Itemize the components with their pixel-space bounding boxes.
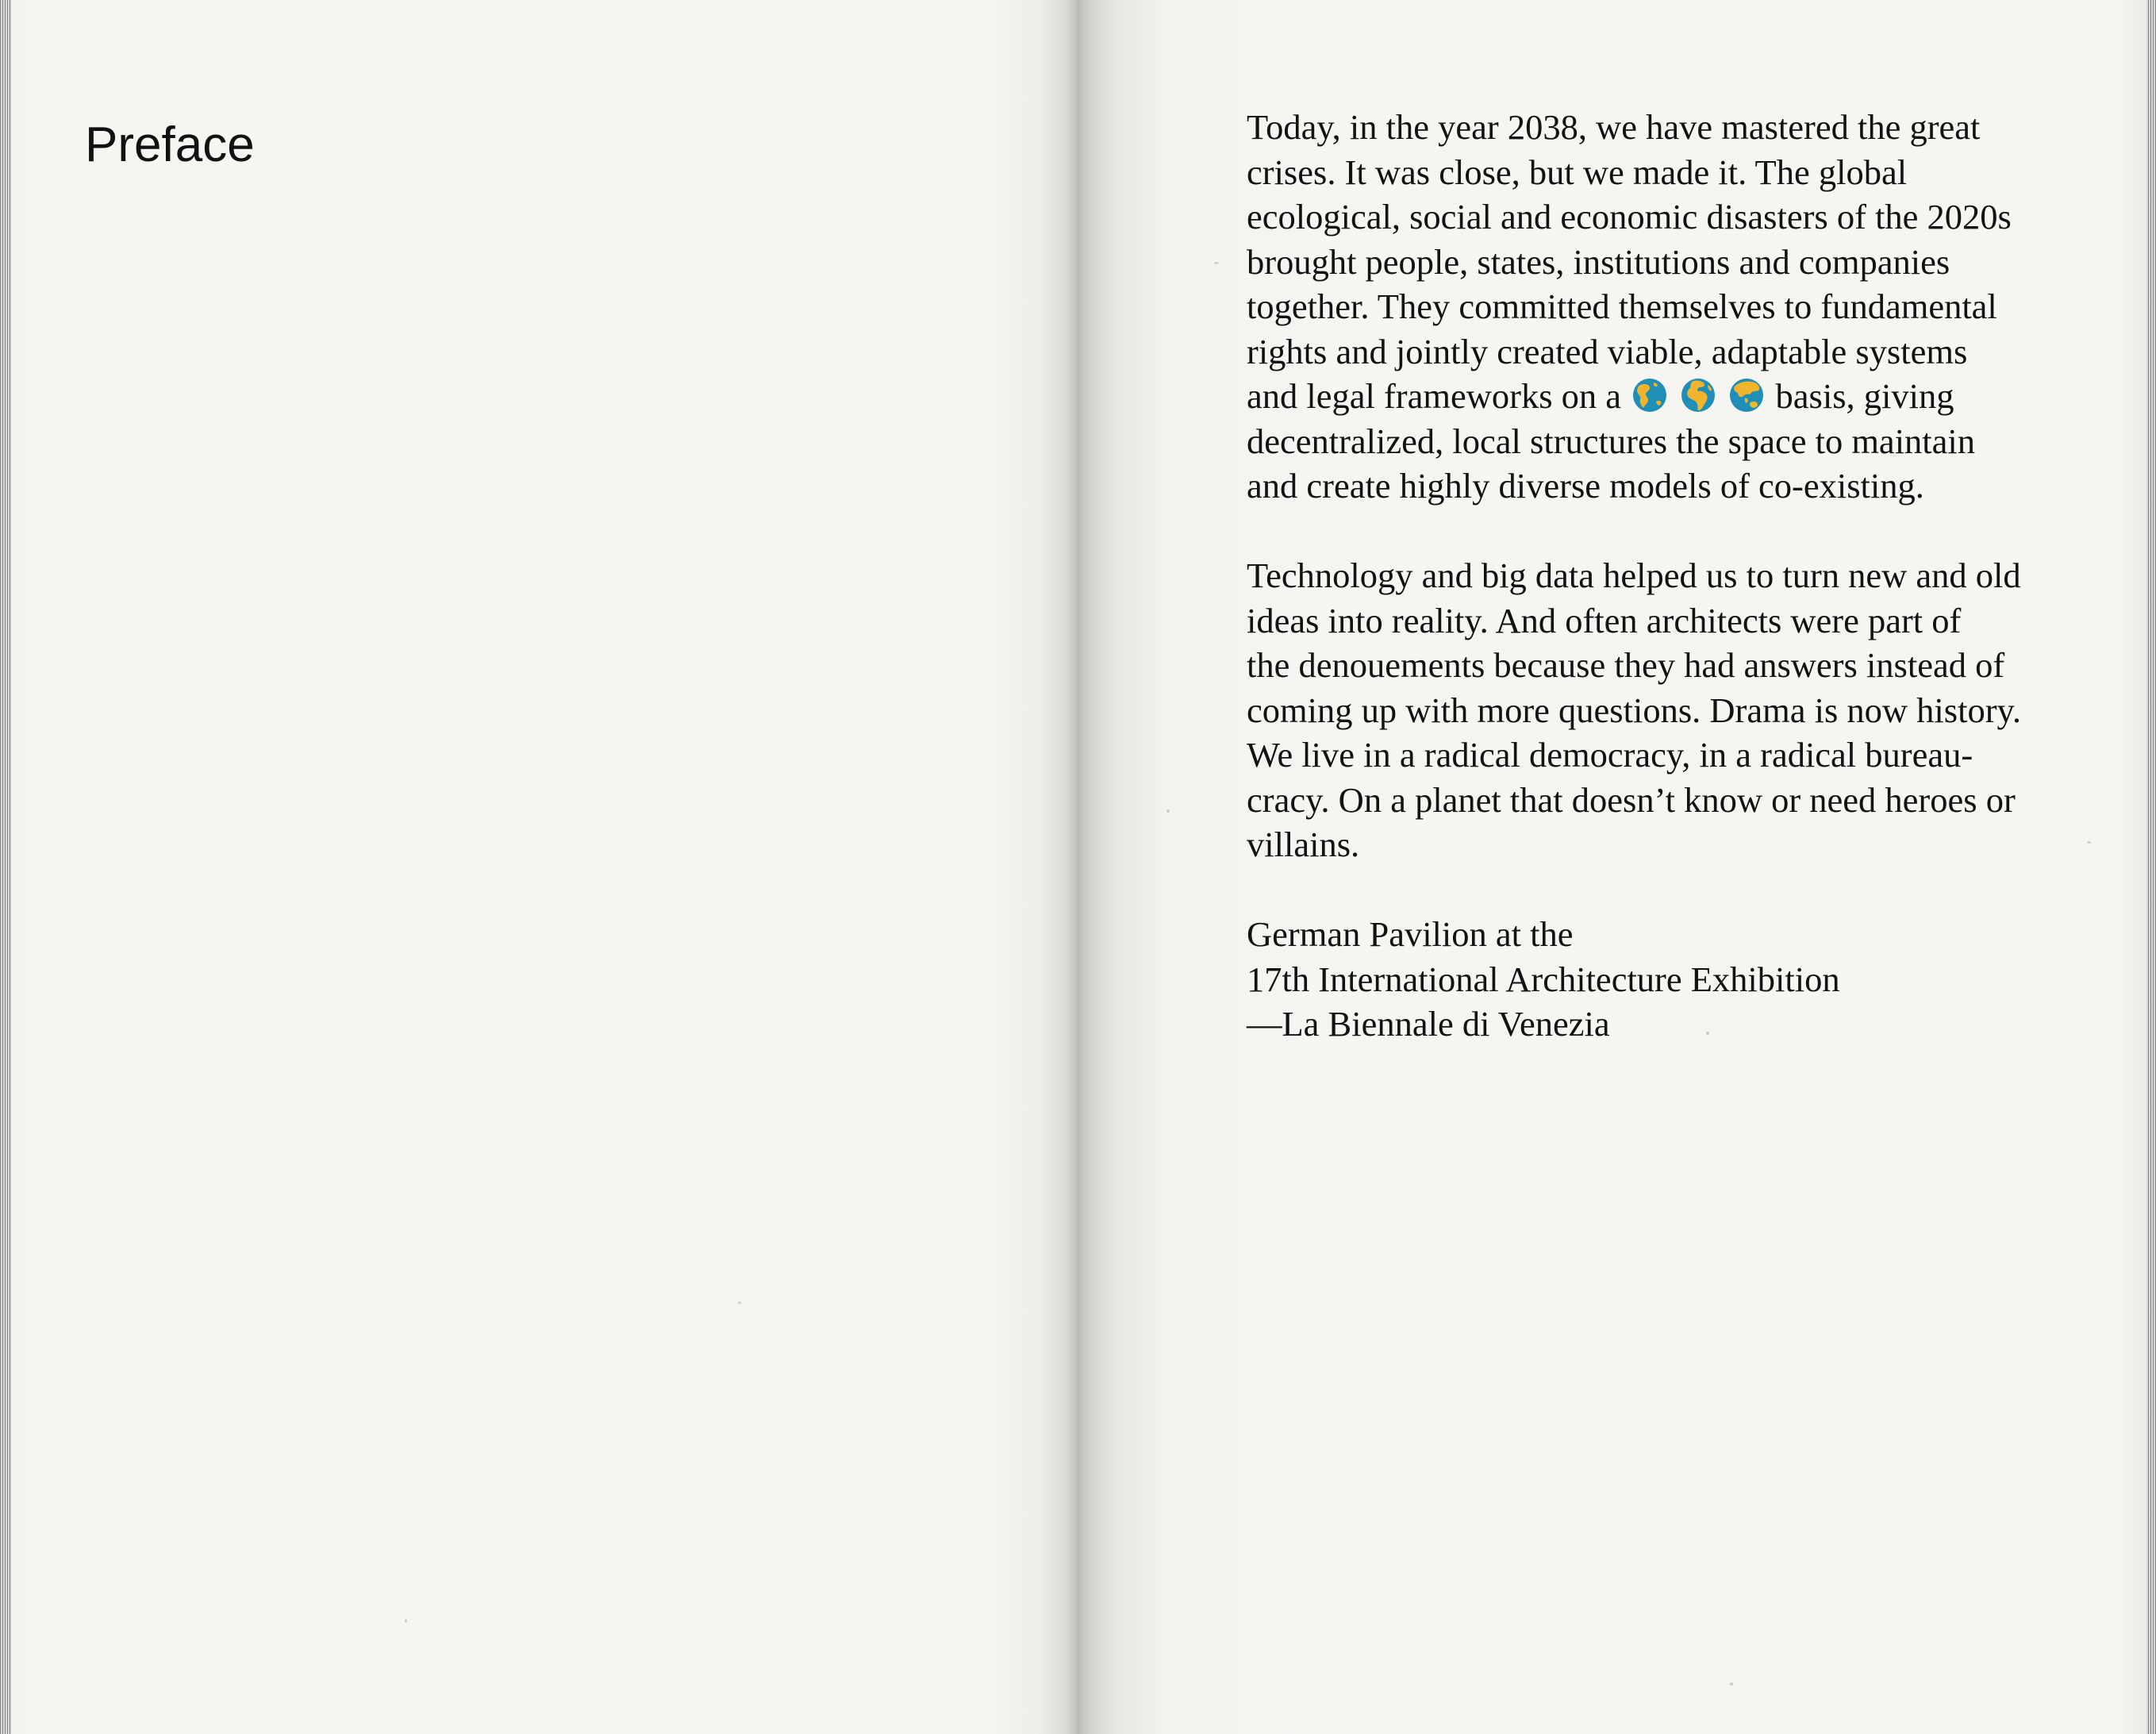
- globe-europe-africa-icon: [1681, 378, 1716, 413]
- paragraph-1: [1247, 105, 2088, 509]
- left-page-edge: [0, 0, 11, 1734]
- p1-line-4: brought people, states, institutions and companies: [1247, 241, 1950, 282]
- p2-line-3: the denouements because they had answers instead of: [1247, 645, 2005, 685]
- paper-speck: [1730, 1682, 1733, 1686]
- signature: [1247, 912, 2088, 1047]
- p1-line-2: crises. It was close, but we made it. The global: [1247, 152, 1908, 192]
- p1-line-5: together. They committed themselves to fundamental: [1247, 286, 1997, 326]
- p1-line-6: rights and jointly created viable, adaptable systems: [1247, 331, 1968, 371]
- globe-americas-icon: [1632, 378, 1667, 413]
- paper-speck: [2087, 841, 2091, 844]
- p1-line-7-start: and legal frameworks on a: [1247, 376, 1622, 416]
- paper-speck: [1214, 262, 1219, 264]
- p2-line-4: coming up with more questions. Drama is now history.: [1247, 690, 2022, 730]
- p1-line-9: and create highly diverse models of co-existing.: [1247, 466, 1924, 506]
- p1-line-1: Today, in the year 2038, we have mastered the great: [1247, 107, 1981, 147]
- p2-line-1: Technology and big data helped us to turn new and old: [1247, 556, 2021, 595]
- p2-line-6: cracy. On a planet that doesn’t know or need heroes or: [1247, 779, 2016, 820]
- p1-line-7-end: basis, giving: [1775, 376, 1954, 416]
- signature-line-3: —La Biennale di Venezia: [1247, 1004, 1610, 1044]
- right-page-edge: [2146, 0, 2156, 1734]
- paper-speck: [738, 1301, 741, 1304]
- paper-speck: [405, 1619, 407, 1623]
- preface-body: [1247, 105, 2088, 1047]
- p1-line-8: decentralized, local structures the space to maintain: [1247, 421, 1976, 461]
- p2-line-7: villains.: [1247, 825, 1360, 864]
- paragraph-2: [1247, 553, 2088, 867]
- globe-asia-australia-icon: [1729, 378, 1764, 413]
- paper-speck: [1706, 1032, 1709, 1035]
- p2-line-5: We live in a radical democracy, in a radical bureau-: [1247, 735, 1973, 775]
- page-heading: Preface: [85, 117, 255, 172]
- signature-line-2: 17th International Architecture Exhibition: [1247, 959, 1840, 999]
- p1-line-3: ecological, social and economic disasters of the 2020s: [1247, 197, 2012, 236]
- signature-line-1: German Pavilion at the: [1247, 914, 1574, 954]
- paper-speck: [1166, 809, 1170, 813]
- p2-line-2: ideas into reality. And often architects were part of: [1247, 600, 1962, 640]
